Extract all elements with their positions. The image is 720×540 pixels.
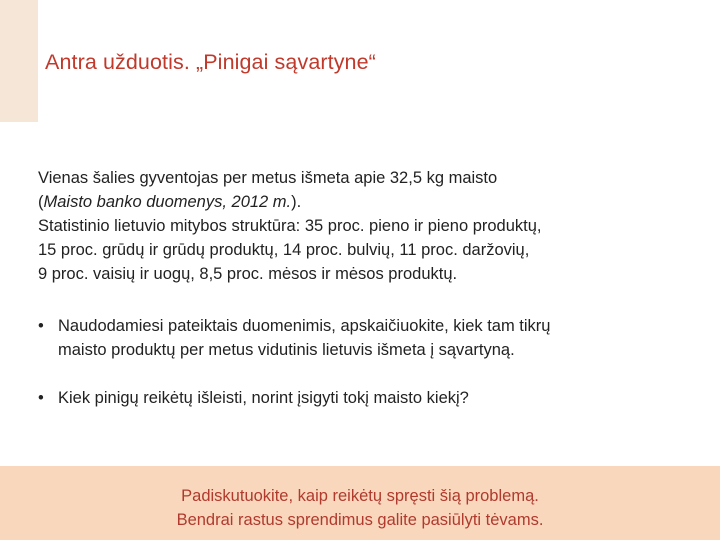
bullet-marker: • xyxy=(38,389,44,407)
bullet-1-line-2: maisto produktų per metus vidutinis lietuvis išmeta į sąvartyną. xyxy=(58,341,515,359)
footer-line-1: Padiskutuokite, kaip reikėtų spręsti šią problemą. xyxy=(181,487,539,505)
list-item xyxy=(38,386,688,410)
list-item xyxy=(38,314,688,362)
footer-text xyxy=(0,484,720,532)
source-citation: Maisto banko duomenys, 2012 m. xyxy=(43,193,292,211)
paren-close: ). xyxy=(291,193,302,211)
intro-line-3: Statistinio lietuvio mitybos struktūra: 35 proc. pieno ir pieno produktų, xyxy=(38,217,542,235)
decorative-left-strip xyxy=(0,0,38,122)
footer-line-2: Bendrai rastus sprendimus galite pasiūlyti tėvams. xyxy=(176,511,544,529)
task-list xyxy=(38,314,688,410)
intro-paragraph xyxy=(38,166,688,286)
intro-line-5: 9 proc. vaisių ir uogų, 8,5 proc. mėsos ir mėsos produktų. xyxy=(38,265,458,283)
intro-line-2 xyxy=(38,190,688,214)
intro-text xyxy=(38,166,688,286)
bullet-marker: • xyxy=(38,317,44,335)
slide-title: Antra užduotis. „Pinigai sąvartyne“ xyxy=(45,50,376,74)
paren-open: ( xyxy=(38,193,44,211)
intro-line-4: 15 proc. grūdų ir grūdų produktų, 14 proc. bulvių, 11 proc. daržovių, xyxy=(38,241,530,259)
bullet-2-line-1: Kiek pinigų reikėtų išleisti, norint įsigyti tokį maisto kiekį? xyxy=(58,389,469,407)
intro-line-1: Vienas šalies gyventojas per metus išmeta apie 32,5 kg maisto xyxy=(38,169,498,187)
bullet-1-line-1: Naudodamiesi pateiktais duomenimis, apskaičiuokite, kiek tam tikrų xyxy=(58,317,551,335)
